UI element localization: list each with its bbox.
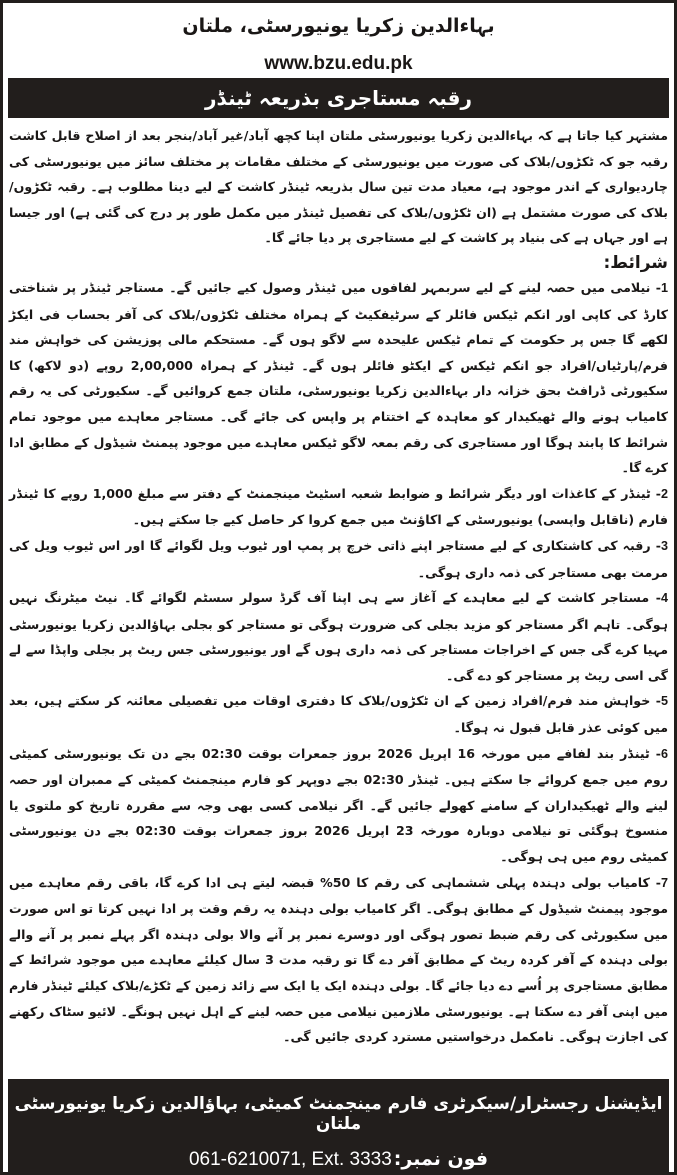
footer-contact-box	[8, 1079, 669, 1172]
condition-number: 5	[660, 694, 668, 709]
condition-number: 4	[660, 591, 668, 606]
conditions-list	[9, 275, 668, 1050]
condition-text: نیلامی میں حصہ لینے کے لیے سربمہر لفافوں میں ٹینڈر وصول کیے جائیں گے۔ مستاجر ٹینڈر پر شناختی کارڈ کی کاپی اور انکم ٹیکس فائلر کے سرٹیفکیٹ کے ہمراہ مختلف ٹکڑوں/بلاک کی آفر بحساب فی ایکڑ لکھے گا جس پر حکومت کے تمام ٹیکس علیحدہ سے لاگو ہوں گے۔ مستحکم مالی پوزیشن کی خواہش مند فرم/پارٹیاں/افراد جو انکم ٹیکس کے ایکٹو فائلر ہوں گے۔ ٹینڈر کے ہمراہ 2,00,000 روپے (دو لاکھ) کا سکیورٹی ڈرافٹ بحق خزانہ دار بہاءالدین زکریا یونیورسٹی، ملتان جمع کروائیں گے۔ سکیورٹی کی یہ رقم کامیاب ہونے والے ٹھیکیدار کو معاہدہ کے اختتام پر واپس کی جائے گی۔ مستاجر معاہدے میں موجود تمام شرائط کا پابند ہوگا اور مستاجری کی رقم بمعہ لاگو ٹیکس معاہدے میں موجود پیمنٹ شیڈول کے مطابق ادا کرے گا۔	[9, 279, 668, 476]
condition-text: مستاجر کاشت کے لیے معاہدے کے آغاز سے ہی اپنا آف گرڈ سولر سسٹم لگوائے گا۔ نیٹ میٹرنگ نہیں ہوگی۔ تاہم اگر مستاجر کو مزید بجلی کی ضرورت ہوگی تو مستاجر کو بجلی بہاؤالدین زکریا یونیورسٹی مہیا کرے گی جس کے اخراجات مستاجر کی ذمہ داری ہوں گے اور یونیورسٹی جس ریٹ پر بجلی واپڈا سے لے گی اسی ریٹ پر مستاجر کو دے گی۔	[9, 590, 668, 683]
website-link[interactable]: www.bzu.edu.pk	[264, 53, 413, 74]
condition-item: 7- کامیاب بولی دہندہ پہلی ششماہی کی رقم کا 50% قبضہ لیتے ہی ادا کرے گا، باقی رقم معاہدے میں موجود پیمنٹ شیڈول کے مطابق ہوگی۔ اگر کامیاب بولی دہندہ یہ رقم وقت پر ادا نہیں کرتا تو اس صورت میں سکیورٹی کی رقم ضبط تصور ہوگی اور دوسرے نمبر پر آنے والا بولی دہندہ اگر پہلے نمبر پر آنے والے بولی دہندہ کے آفر کردہ ریٹ کے مطابق آفر دے گا تو رقبہ مدت 3 سال کیلئے معاہدے میں موجود شرائط کے مطابق مستاجری پر اُسے دے دیا جائے گا۔ بولی دہندہ ایک یا ایک سے زائد زمین کے ٹکڑے/بلاک کیلئے ٹینڈر فارم میں اپنی آفر دے سکتا ہے۔ یونیورسٹی ملازمین نیلامی میں حصہ لینے کے اہل نہیں ہونگے۔ لائیو سٹاک رکھنے کی اجازت ہوگی۔ نامکمل درخواستیں مسترد کردی جائیں گی۔	[9, 874, 668, 1045]
condition-item: 3- رقبہ کی کاشتکاری کے لیے مستاجر اپنے ذاتی خرچ پر پمپ اور ٹیوب ویل لگوائے گا اور اس ٹیوب ویل کی مرمت بھی مستاجر کی ذمہ داری ہوگی۔	[9, 537, 668, 580]
condition-item: 4- مستاجر کاشت کے لیے معاہدے کے آغاز سے ہی اپنا آف گرڈ سولر سسٹم لگوائے گا۔ نیٹ میٹرنگ نہیں ہوگی۔ تاہم اگر مستاجر کو مزید بجلی کی ضرورت ہوگی تو مستاجر کو بجلی بہاؤالدین زکریا یونیورسٹی مہیا کرے گی جس کے اخراجات مستاجر کی ذمہ داری ہوں گے اور یونیورسٹی جس ریٹ پر بجلی واپڈا سے لے گی اسی ریٹ پر مستاجر کو دے گی۔	[9, 590, 668, 683]
condition-number: 1	[660, 280, 668, 295]
condition-number: 6	[660, 746, 668, 761]
phone-number[interactable]: 061-6210071, Ext. 3333	[188, 1149, 392, 1170]
condition-item: 5- خواہش مند فرم/افراد زمین کے ان ٹکڑوں/بلاک کا دفتری اوقات میں تفصیلی معائنہ کر سکتے ہیں، بعد میں کوئی عذر قابل قبول نہ ہوگا۔	[9, 693, 668, 736]
condition-item: 1- نیلامی میں حصہ لینے کے لیے سربمہر لفافوں میں ٹینڈر وصول کیے جائیں گے۔ مستاجر ٹینڈر پر شناختی کارڈ کی کاپی اور انکم ٹیکس فائلر کے سرٹیفکیٹ کے ہمراہ مختلف ٹکڑوں/بلاک کی آفر بحساب فی ایکڑ لکھے گا جس پر حکومت کے تمام ٹیکس علیحدہ سے لاگو ہوں گے۔ مستحکم مالی پوزیشن کی خواہش مند فرم/پارٹیاں/افراد جو انکم ٹیکس کے ایکٹو فائلر ہوں گے۔ ٹینڈر کے ہمراہ 2,00,000 روپے (دو لاکھ) کا سکیورٹی ڈرافٹ بحق خزانہ دار بہاءالدین زکریا یونیورسٹی، ملتان جمع کروائیں گے۔ سکیورٹی کی یہ رقم کامیاب ہونے والے ٹھیکیدار کو معاہدہ کے اختتام پر واپس کی جائے گی۔ مستاجر معاہدے میں موجود تمام شرائط کا پابند ہوگا اور مستاجری کی رقم بمعہ لاگو ٹیکس معاہدے میں موجود پیمنٹ شیڈول کے مطابق ادا کرے گا۔	[9, 279, 668, 476]
signatory: ایڈیشنل رجسٹرار/سیکرٹری فارم مینجمنٹ کمیٹی، بہاؤالدین زکریا یونیورسٹی ملتان	[14, 1094, 663, 1134]
phone-line	[8, 1148, 669, 1171]
condition-item: 6- ٹینڈر بند لفافے میں مورخہ 16 اپریل 2026 بروز جمعرات بوقت 02:30 بجے دن تک یونیورسٹی کمیٹی روم میں جمع کروائے جا سکتے ہیں۔ ٹینڈر 02:30 بجے دوپہر کو فارم مینجمنٹ کمیٹی کے ممبران اور حصہ لینے والے ٹھیکیداران کے سامنے کھولے جائیں گے۔ اگر نیلامی کسی بھی وجہ سے مقررہ تاریخ کو ملتوی یا منسوخ ہوگئی تو نیلامی دوبارہ مورخہ 23 اپریل 2026 بروز جمعرات بوقت 02:30 بجے دن یونیورسٹی کمیٹی روم میں ہی ہوگی۔	[9, 745, 668, 865]
notice-title: رقبہ مستاجری بذریعہ ٹینڈر	[8, 78, 669, 118]
phone-label: فون نمبر:	[393, 1148, 489, 1170]
condition-text: ٹینڈر کے کاغذات اور دیگر شرائط و ضوابط شعبہ اسٹیٹ مینجمنٹ کے دفتر سے مبلغ 1,000 روپے کا ٹینڈر فارم (ناقابل واپسی) یونیورسٹی کے اکاؤنٹ میں جمع کروا کر حاصل کیے جا سکتے ہیں۔	[9, 485, 668, 528]
conditions-heading: شرائط:	[603, 252, 668, 273]
condition-number: 7	[660, 875, 668, 890]
condition-number: 2	[660, 486, 668, 501]
condition-text: ٹینڈر بند لفافے میں مورخہ 16 اپریل 2026 بروز جمعرات بوقت 02:30 بجے دن تک یونیورسٹی کمیٹی روم میں جمع کروائے جا سکتے ہیں۔ ٹینڈر 02:30 بجے دوپہر کو فارم مینجمنٹ کمیٹی کے ممبران اور حصہ لینے والے ٹھیکیداران کے سامنے کھولے جائیں گے۔ اگر نیلامی کسی بھی وجہ سے مقررہ تاریخ کو ملتوی یا منسوخ ہوگئی تو نیلامی دوبارہ مورخہ 23 اپریل 2026 بروز جمعرات بوقت 02:30 بجے دن یونیورسٹی کمیٹی روم میں ہی ہوگی۔	[9, 745, 668, 865]
condition-item: 2- ٹینڈر کے کاغذات اور دیگر شرائط و ضوابط شعبہ اسٹیٹ مینجمنٹ کے دفتر سے مبلغ 1,000 روپے کا ٹینڈر فارم (ناقابل واپسی) یونیورسٹی کے اکاؤنٹ میں جمع کروا کر حاصل کیے جا سکتے ہیں۔	[9, 485, 668, 528]
university-name: بہاءالدین زکریا یونیورسٹی، ملتان	[182, 15, 495, 37]
notice-body	[9, 123, 668, 1050]
condition-text: خواہش مند فرم/افراد زمین کے ان ٹکڑوں/بلاک کا دفتری اوقات میں تفصیلی معائنہ کر سکتے ہیں، بعد میں کوئی عذر قابل قبول نہ ہوگا۔	[9, 693, 668, 736]
intro-paragraph: مشتہر کیا جاتا ہے کہ بہاءالدین زکریا یونیورسٹی ملتان اپنا کچھ آباد/غیر آباد/بنجر بعد از اصلاح قابل کاشت رقبہ جو کہ ٹکڑوں/بلاک کی صورت میں یونیورسٹی کے مختلف مقامات پر مختلف سائز میں یونیورسٹی کی چاردیواری کے اندر موجود ہے، معیاد مدت تین سال بذریعہ ٹینڈر کاشت کے لیے دینا مطلوب ہے۔ رقبہ ٹکڑوں/بلاک کی صورت مشتمل ہے (ان ٹکڑوں/بلاک کی تفصیل ٹینڈر میں مکمل طور پر درج کی گئی ہے) اور جیسا ہے اور جہاں ہے کی بنیاد پر کاشت کے لیے مستاجری پر دیا جائے گا۔	[9, 128, 668, 246]
condition-number: 3	[660, 538, 668, 553]
condition-text: کامیاب بولی دہندہ پہلی ششماہی کی رقم کا 50% قبضہ لیتے ہی ادا کرے گا، باقی رقم معاہدے میں موجود پیمنٹ شیڈول کے مطابق ہوگی۔ اگر کامیاب بولی دہندہ یہ رقم وقت پر ادا نہیں کرتا تو اس صورت میں سکیورٹی کی رقم ضبط تصور ہوگی اور دوسرے نمبر پر آنے والا بولی دہندہ اگر پہلے نمبر پر آنے والے بولی دہندہ کے آفر کردہ ریٹ کے مطابق آفر دے گا تو رقبہ مدت 3 سال کیلئے معاہدے میں موجود شرائط کے مطابق مستاجری پر اُسے دے دیا جائے گا۔ بولی دہندہ ایک یا ایک سے زائد زمین کے ٹکڑے/بلاک کیلئے ٹینڈر فارم میں اپنی آفر دے سکتا ہے۔ یونیورسٹی ملازمین نیلامی میں حصہ لینے کے اہل نہیں ہونگے۔ لائیو سٹاک رکھنے کی اجازت ہوگی۔ نامکمل درخواستیں مسترد کردی جائیں گی۔	[9, 874, 668, 1045]
condition-text: رقبہ کی کاشتکاری کے لیے مستاجر اپنے ذاتی خرچ پر پمپ اور ٹیوب ویل لگوائے گا اور اس ٹیوب ویل کی مرمت بھی مستاجر کی ذمہ داری ہوگی۔	[9, 537, 668, 580]
